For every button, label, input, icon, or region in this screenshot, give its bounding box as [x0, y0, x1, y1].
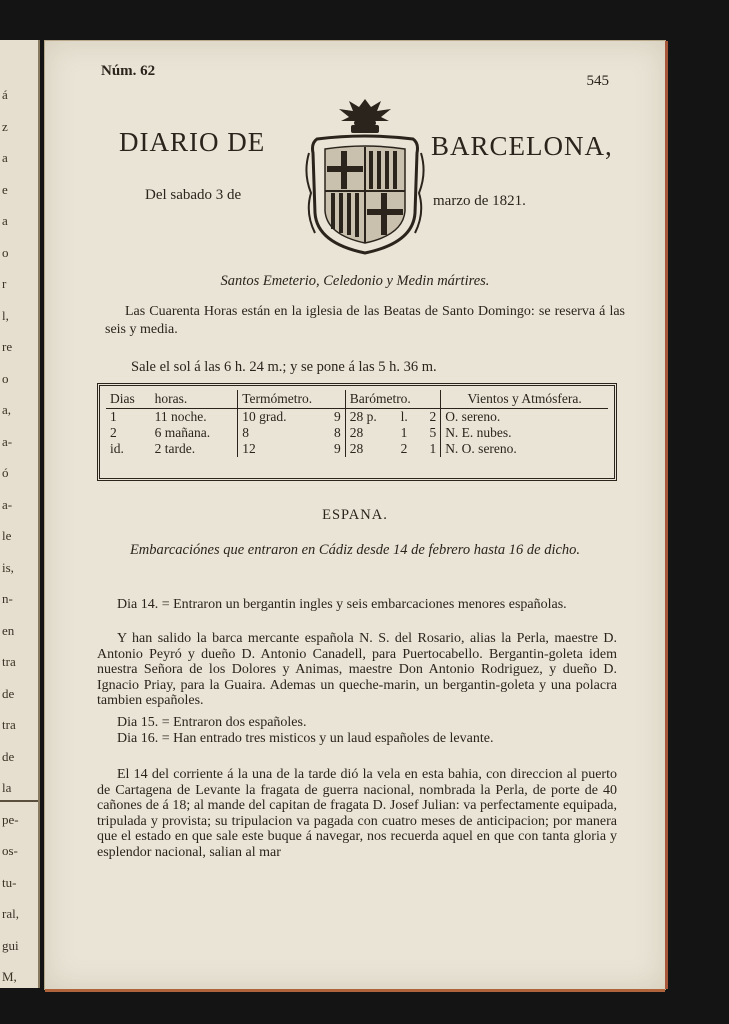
header-horas: horas.: [151, 390, 238, 409]
cell-temp: 12: [238, 441, 321, 457]
page-edge-bottom: [45, 989, 665, 992]
cell-temp2: 8: [333, 425, 341, 440]
newspaper-page: [44, 40, 666, 990]
left-page-fragment: r: [2, 276, 7, 291]
cell-baro3: 1: [429, 441, 437, 456]
header-termometro: Termómetro.: [238, 390, 345, 409]
left-page-fragment: l,: [2, 307, 9, 323]
cell-baro: 28: [345, 425, 396, 441]
left-page-fragment: e: [2, 181, 8, 197]
left-page-fragment: a: [2, 213, 8, 228]
left-page-fragment: de: [2, 685, 15, 701]
date-left: Del sabado 3 de: [145, 187, 242, 203]
date-right: marzo de 1821.: [433, 193, 526, 209]
cell-wind: O. sereno.: [441, 409, 608, 426]
cell-temp: 10 grad.: [238, 409, 321, 426]
coat-of-arms-icon: [303, 93, 427, 257]
cell-baro: 28 p.: [345, 409, 396, 426]
cell-temp2: 9: [333, 441, 341, 456]
left-page-fragment: tu-: [2, 874, 17, 890]
cell-hour: 11 noche.: [154, 409, 207, 424]
divider: [0, 800, 38, 802]
header-dias: Dias: [106, 390, 151, 409]
left-page-fragment: n-: [2, 591, 13, 606]
cell-baro3: 5: [429, 425, 437, 440]
cell-baro2: l.: [400, 409, 408, 424]
masthead-title-left: DIARIO DE: [119, 127, 266, 157]
left-page-fragment: is,: [2, 559, 14, 575]
left-page-fragment: a: [2, 150, 8, 165]
masthead-title-right: BARCELONA,: [431, 131, 613, 161]
cell-baro3: 2: [429, 409, 437, 424]
cell-temp2: 9: [333, 409, 341, 424]
cell-wind: N. E. nubes.: [441, 425, 608, 441]
cell-wind: N. O. sereno.: [441, 441, 608, 457]
paragraph-dia-15: Dia 15. = Entraron dos españoles.: [117, 715, 307, 730]
left-page-fragment: re: [2, 339, 13, 354]
saints-line: Santos Emeterio, Celedonio y Medin mártires.: [220, 273, 490, 289]
cell-hour: 2 tarde.: [154, 441, 196, 456]
left-page-fragment: o: [2, 244, 9, 260]
paragraph-dia-16: Dia 16. = Han entrado tres misticos y un laud españoles de levante.: [117, 731, 494, 746]
paragraph-frigate: El 14 del corriente á la una de la tarde dió la vela en esta bahia, con direccion al puerto de Cartagena de Levante la fragata de guerra nacional, nombrada la Perla, de porte de 40 cañones de á 18; al mande del capitan de fragata D. Josef Julian: va perfectamente equipada, tripulada y provista; su tripulacion va pagada con cuatro meses de anticipacion; por manera que el estado en que sale este buque á navegar, nos recuerda aquel en que con tanta gloria y esplendor nacional, salian al mar: [97, 767, 617, 860]
table-row: [106, 425, 608, 441]
table-row: [106, 441, 608, 457]
left-page-fragment: ó: [2, 465, 9, 480]
left-page-edge: [0, 40, 40, 988]
left-page-fragment: o: [2, 370, 9, 386]
left-page-fragment: z: [2, 118, 8, 134]
left-page-fragment: M,: [2, 969, 17, 984]
cell-temp: 8: [238, 425, 321, 441]
cell-hour: 6 mañana.: [154, 425, 211, 440]
sunrise-sunset: Sale el sol á las 6 h. 24 m.; y se pone á las 5 h. 36 m.: [131, 359, 437, 375]
cell-day: 1: [110, 409, 117, 424]
header-vientos: Vientos y Atmósfera.: [441, 390, 608, 409]
section-subtitle: Embarcaciónes que entraron en Cádiz desde 14 de febrero hasta 16 de dicho.: [129, 542, 581, 558]
left-page-fragment: le: [2, 528, 12, 543]
section-title: ESPANA.: [322, 507, 388, 523]
left-page-fragment: tra: [2, 654, 16, 669]
left-page-fragment: a-: [2, 496, 13, 512]
left-page-fragment: a-: [2, 433, 13, 449]
left-page-fragment: os-: [2, 843, 18, 858]
issue-number: Núm. 62: [101, 63, 156, 79]
header-barometro: Barómetro.: [345, 390, 440, 409]
left-page-fragment: en: [2, 622, 15, 638]
paragraph-departures: Y han salido la barca mercante española N. S. del Rosario, alias la Perla, maestre D. Antonio Peyró y dueño D. Antonio Canadell, para Puertocabello. Bergantin-goleta idem nuestra Señora de los Dolores y Animas, maestre Don Antonio Rodriguez, y dueño D. Ignacio Priay, para la Guaira. Ademas un queche-marin, un bergantin-goleta y una polacra tambien españoles.: [97, 631, 617, 708]
weather-table: [97, 383, 617, 481]
forty-hours-notice: Las Cuarenta Horas están en la iglesia de las Beatas de Santo Domingo: se reserva á las seis y media.: [105, 304, 625, 337]
page-number: 545: [586, 73, 609, 89]
cell-day: 2: [110, 425, 117, 440]
table-row: [106, 409, 608, 426]
left-page-fragment: á: [2, 87, 8, 102]
cell-baro2: 2: [400, 441, 408, 456]
cell-baro2: 1: [400, 425, 408, 440]
left-page-fragment: ral,: [2, 906, 19, 921]
left-page-fragment: tra: [2, 717, 16, 732]
left-page-fragment: pe-: [2, 811, 19, 827]
left-page-fragment: de: [2, 748, 15, 764]
left-page-fragment: gui: [2, 937, 19, 953]
left-page-fragment: a,: [2, 402, 12, 417]
cell-day: id.: [110, 441, 124, 456]
paragraph-dia-14: Dia 14. = Entraron un bergantin ingles y seis embarcaciones menores españolas.: [117, 597, 567, 612]
page-edge: [665, 41, 668, 989]
left-page-fragment: la: [2, 780, 12, 795]
cell-baro: 28: [345, 441, 396, 457]
